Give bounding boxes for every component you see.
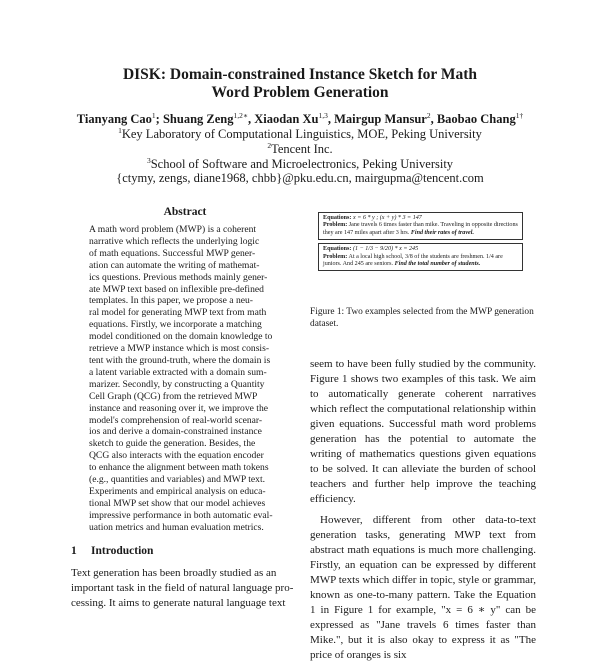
paper-title: [0, 66, 600, 102]
problem-label: Problem:: [323, 222, 348, 229]
equation-text: x = 6 * y ; (x + y) * 3 = 147: [352, 215, 422, 221]
abstract-line: equations. Firstly, we incorporate a matching: [89, 319, 262, 331]
author-name: Mairgup Mansur: [334, 112, 427, 127]
abstract-line: (e.g., quantities and variables) and MWP text.: [89, 474, 266, 486]
abstract-line: A math word problem (MWP) is a coherent: [89, 224, 257, 235]
abstract-body: [89, 224, 282, 534]
author-name: Shuang Zeng: [162, 112, 234, 127]
affiliation-sup: 1: [118, 126, 122, 135]
problem-text: At a local high school, 3/8 of the students are freshmen. 1/4 are juniors. And 245 are seniors.: [323, 253, 503, 268]
abstract-line: instance and reasoning over it, we improve the: [89, 402, 269, 414]
abstract-line: retrieve a MWP instance which is most consis-: [89, 343, 270, 355]
problem-task: Find the total number of students.: [394, 261, 481, 268]
figure-example-1: [318, 212, 523, 240]
abstract-line: model's comprehension of real-world scenar-: [89, 414, 263, 426]
author-sup: 1†: [515, 111, 524, 120]
author-name: Tianyang Cao: [76, 112, 152, 127]
intro-line: cessing. It aims to generate natural language text: [71, 597, 286, 609]
author-list: Tianyang Cao$^1$; Shuang Zeng$^{1,2∗}$, Xiaodan Xu$^{1,3}$, Mairgup Mansur$^2$, Baobao Chang$^{1\dagger}$: [76, 111, 524, 127]
problem-task: Find their rates of travel.: [410, 229, 474, 236]
problem-text: Jane travels 6 times faster than mike. Traveling in opposite directions they are 147 miles apart after 3 hrs.: [323, 222, 518, 236]
title-line-2: Word Problem Generation: [211, 84, 389, 101]
author-sup: 1,3: [318, 111, 328, 120]
abstract-line: uation metrics and human evaluation metrics.: [89, 521, 264, 533]
paragraph: However, different from other data-to-text generation tasks, generating MWP text from abstract math equations is much more challenging. Firstly, an equation can be expressed by different MWP texts which differ in topic, style or grammar, known as one-to-many pattern. Take the Equation 1 in Figure 1 for example, "x = 6 ∗ y" can be expressed as "Jane travels 6 times faster than Mike.", but it is also okay to express it as "The price of oranges is six: [310, 514, 536, 661]
author-emails: {ctymy, zengs, diane1968, chbb}@pku.edu.cn, mairgupma@tencent.com: [116, 171, 484, 185]
abstract-line: ios and derive a domain-constrained instance: [89, 426, 262, 438]
abstract-line: QCG also interacts with the equation encoder: [89, 450, 264, 462]
abstract-line: Experiments and empirical analysis on educa-: [89, 485, 266, 497]
section-title: Introduction: [91, 545, 154, 557]
equation-label: Equations:: [323, 215, 352, 221]
section-heading: [71, 545, 153, 557]
abstract-line: ation can automate the writing of mathemat-: [89, 259, 260, 271]
abstract-line: sketch to guide the generation. Besides, the: [89, 438, 256, 450]
abstract-line: marizer. Secondly, by constructing a Quantity: [89, 378, 265, 390]
abstract-line: a latent variable extracted with a domain sum-: [89, 366, 267, 378]
author-sup: 1: [151, 111, 156, 120]
affiliation-1: [0, 126, 600, 142]
section-number: 1: [71, 545, 77, 557]
affiliation-sup: 2: [267, 141, 272, 150]
affiliation-text: School of Software and Microelectronics, Peking University: [150, 157, 454, 172]
abstract-line: to enhance the alignment between math tokens: [89, 462, 269, 474]
author-sup: 2: [426, 111, 431, 120]
right-column-text: [310, 357, 536, 669]
abstract-line: ate MWP text based on inflexible pre-defined: [89, 283, 264, 295]
intro-line: Text generation has been broadly studied as an: [71, 567, 277, 579]
problem-label: Problem:: [323, 253, 348, 260]
figure-example-2: [318, 243, 523, 271]
author-name: Baobao Chang: [436, 112, 516, 127]
abstract-line: narrative which reflects the underlying logic: [89, 235, 260, 247]
abstract-line: Cell Graph (QCG) from the retrieved MWP: [89, 390, 258, 402]
intro-line: important task in the field of natural language pro-: [71, 582, 294, 594]
title-line-1: DISK: Domain-constrained Instance Sketch for Math: [122, 66, 478, 83]
abstract-line: of math equations. Successful MWP gener-: [89, 247, 256, 259]
figure-caption: Figure 1: Two examples selected from the MWP generation dataset.: [310, 307, 534, 329]
abstract-line: tional MWP set show that our model achieves: [89, 497, 266, 509]
affiliation-2: [0, 141, 600, 157]
affiliation-text: Key Laboratory of Computational Linguistics, MOE, Peking University: [121, 127, 482, 142]
abstract-line: templates. In this paper, we propose a neu-: [89, 295, 253, 307]
affiliation-3: [0, 156, 600, 172]
author-name: Xiaodan Xu: [254, 112, 319, 127]
equation-text: (1 − 1/3 − 9/20) * x = 245: [352, 246, 419, 253]
abstract-line: ral model for generating MWP text from math: [89, 307, 267, 319]
abstract-line: tent with the ground-truth, where the domain is: [89, 354, 271, 366]
abstract-line: model conditioned on the domain knowledge to: [89, 331, 273, 343]
intro-text: [71, 566, 299, 611]
abstract-heading: Abstract: [163, 206, 207, 218]
affiliation-text: Tencent Inc.: [271, 142, 333, 157]
abstract-line: impressive performance in both automatic eval-: [89, 509, 273, 521]
figure-1: [318, 212, 523, 274]
paragraph: seem to have been fully studied by the community. Figure 1 shows two examples of this task. We aim to automatically generate coherent narratives which reflect the computational relationship within given equations. Successful math word problems generation has the potential to automate the writing of mathematics questions given equations to be solved. It can alleviate the burden of school teachers and further help improve the teaching efficiency.: [310, 358, 536, 505]
author-sup: 1,2∗: [233, 111, 248, 120]
equation-label: Equations:: [323, 246, 352, 253]
abstract-line: ics questions. Previous methods mainly gener-: [89, 271, 268, 283]
affiliation-sup: 3: [146, 156, 151, 165]
